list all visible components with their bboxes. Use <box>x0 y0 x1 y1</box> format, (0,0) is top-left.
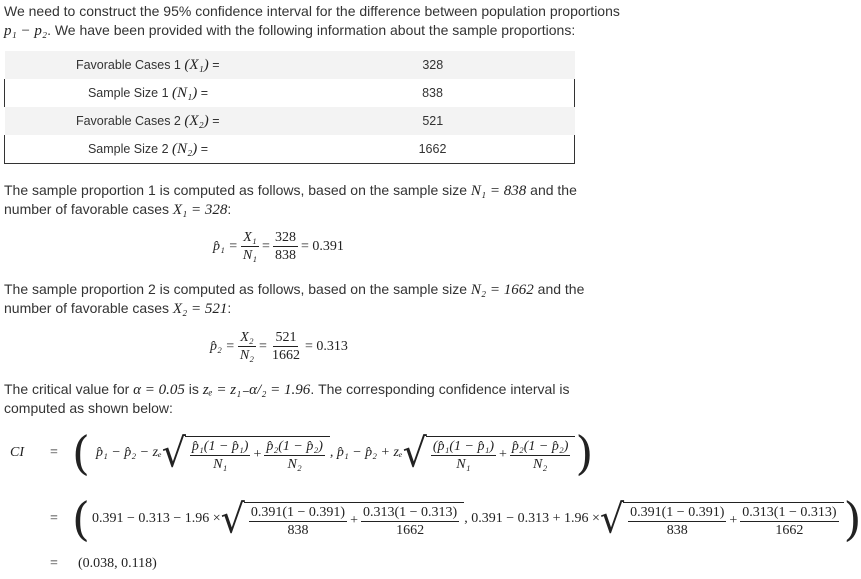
ci-result: (0.038, 0.118) <box>78 556 157 571</box>
ci-open-paren-1: ( <box>72 426 90 480</box>
row-value: 838 <box>291 79 575 107</box>
p2-text-line-2 <box>4 299 231 319</box>
p1-eq-fraction-numeric: $\frac{328}{838}$ <box>274 230 296 263</box>
p1-text-math-n1: N₁ = 838 <box>470 183 527 199</box>
p2-text-c: number of favorable cases <box>4 300 173 316</box>
crit-math-alpha: α = 0.05 <box>133 382 185 398</box>
p2-text-math-x2: X₂ = 521 <box>172 301 228 317</box>
row-value: 328 <box>291 51 575 79</box>
p2-eq-lhs: p̂₂ = <box>210 338 235 354</box>
row-math: (X₁) <box>184 56 209 73</box>
table-row <box>5 107 575 135</box>
row-label: Sample Size 2 <box>87 141 173 156</box>
p1-text-b: and the <box>526 182 577 198</box>
ci-equals-1: = <box>50 445 58 460</box>
intro-math-p1-p2: p₁ − p₂ <box>4 23 48 39</box>
ci-l1-pre: p̂₁ − p̂₂ − zₑ <box>95 445 162 460</box>
p1-text-line-2 <box>4 200 231 220</box>
intro-line-2 <box>4 21 575 41</box>
p1-equation <box>213 229 344 264</box>
crit-text-c: . The corresponding confidence interval is <box>310 381 570 397</box>
ci-line-symbolic <box>10 426 594 480</box>
row-eq: = <box>208 113 220 128</box>
p1-eq-equals: = <box>262 238 270 254</box>
p2-equation <box>210 329 348 364</box>
p1-eq-result: = 0.391 <box>300 238 344 254</box>
row-math: (N₁) <box>172 84 198 101</box>
ci-equals-2: = <box>50 511 58 526</box>
crit-text-line-2 <box>4 399 173 418</box>
row-eq: = <box>208 57 220 72</box>
p1-text-d: : <box>227 201 232 217</box>
ci-l2-pre: 0.391 − 0.313 − 1.96 × <box>91 511 221 526</box>
ci-close-paren-1: ) <box>575 426 594 480</box>
intro-line-1 <box>4 2 620 21</box>
crit-math-z: zₑ = z₁₋α/₂ = 1.96 <box>202 382 311 398</box>
ci-l1-mid: , p̂₁ − p̂₂ + zₑ <box>329 445 403 460</box>
ci-label: CI <box>10 445 24 460</box>
row-value: 521 <box>291 107 575 135</box>
ci-l1-sqrt-2: √ $\frac{\text{(p̂₁(1 − p̂₁)}}{\text{N₁}}$ + $\frac{\text{p̂₂(1 − p̂₂)}}{\text{N₂}}$ <box>403 433 576 473</box>
table-row <box>5 51 575 79</box>
ci-l1-sqrt-1: √ $\frac{\text{p̂₁(1 − p̂₁)}}{\text{N₁}}$ + $\frac{\text{p̂₂(1 − p̂₂)}}{\text{N₂}}$ <box>162 433 330 473</box>
p2-text-line-1 <box>4 280 584 300</box>
p1-text-line-1 <box>4 181 577 201</box>
p2-text-a: The sample proportion 2 is computed as follows, based on the sample size <box>4 281 471 297</box>
crit-text-d: computed as shown below: <box>4 400 173 416</box>
p2-text-math-n2: N₂ = 1662 <box>470 282 534 298</box>
row-math: (X₂) <box>184 112 209 129</box>
sample-info-table <box>4 51 575 164</box>
ci-l2-sqrt-1: √ $\frac{0.391(1 - 0.391)}{838}$ + $\frac{0.313(1 - 0.313)}{1662}$ <box>221 499 465 539</box>
intro-text-1: We need to construct the 95% confidence interval for the difference between population proportions <box>4 3 620 19</box>
row-label: Favorable Cases 1 <box>75 57 185 72</box>
p2-eq-fraction-numeric: $\frac{521}{1662}$ <box>271 330 300 363</box>
table-row <box>5 79 575 107</box>
ci-open-paren-2: ( <box>72 492 90 546</box>
p1-text-a: The sample proportion 1 is computed as follows, based on the sample size <box>4 182 471 198</box>
p2-text-b: and the <box>533 281 585 297</box>
row-value: 1662 <box>291 135 575 164</box>
crit-text-b: is <box>184 381 203 397</box>
row-eq: = <box>197 141 209 156</box>
p2-eq-fraction-symbolic: $\frac{\text{X₂}}{\text{N₂}}$ <box>239 330 255 363</box>
p1-eq-fraction-symbolic: $\frac{\text{X₁}}{\text{N₁}}$ <box>242 230 258 263</box>
row-math: (N₂) <box>172 140 198 157</box>
row-label: Favorable Cases 2 <box>75 113 185 128</box>
p2-eq-equals: = <box>259 338 267 354</box>
p1-text-c: number of favorable cases <box>4 201 173 217</box>
p2-eq-result: = 0.313 <box>304 338 348 354</box>
ci-line-numeric <box>10 492 861 546</box>
p1-eq-lhs: p̂₁ = <box>213 238 238 254</box>
crit-text-a: The critical value for <box>4 381 134 397</box>
row-label: Sample Size 1 <box>87 85 173 100</box>
ci-l2-mid: , 0.391 − 0.313 + 1.96 × <box>464 511 600 526</box>
ci-line-result <box>10 556 157 572</box>
p2-text-d: : <box>227 300 232 316</box>
ci-equals-3: = <box>50 556 58 571</box>
intro-text-2: . We have been provided with the following information about the sample proportions: <box>47 22 576 38</box>
table-row <box>5 135 575 164</box>
p1-text-math-x1: X₁ = 328 <box>172 202 228 218</box>
ci-close-paren-2: ) <box>843 492 861 546</box>
ci-l2-sqrt-2: √ $\frac{0.391(1 - 0.391)}{838}$ + $\frac{0.313(1 - 0.313)}{1662}$ <box>600 499 844 539</box>
crit-text-line-1 <box>4 380 569 400</box>
row-eq: = <box>197 85 209 100</box>
